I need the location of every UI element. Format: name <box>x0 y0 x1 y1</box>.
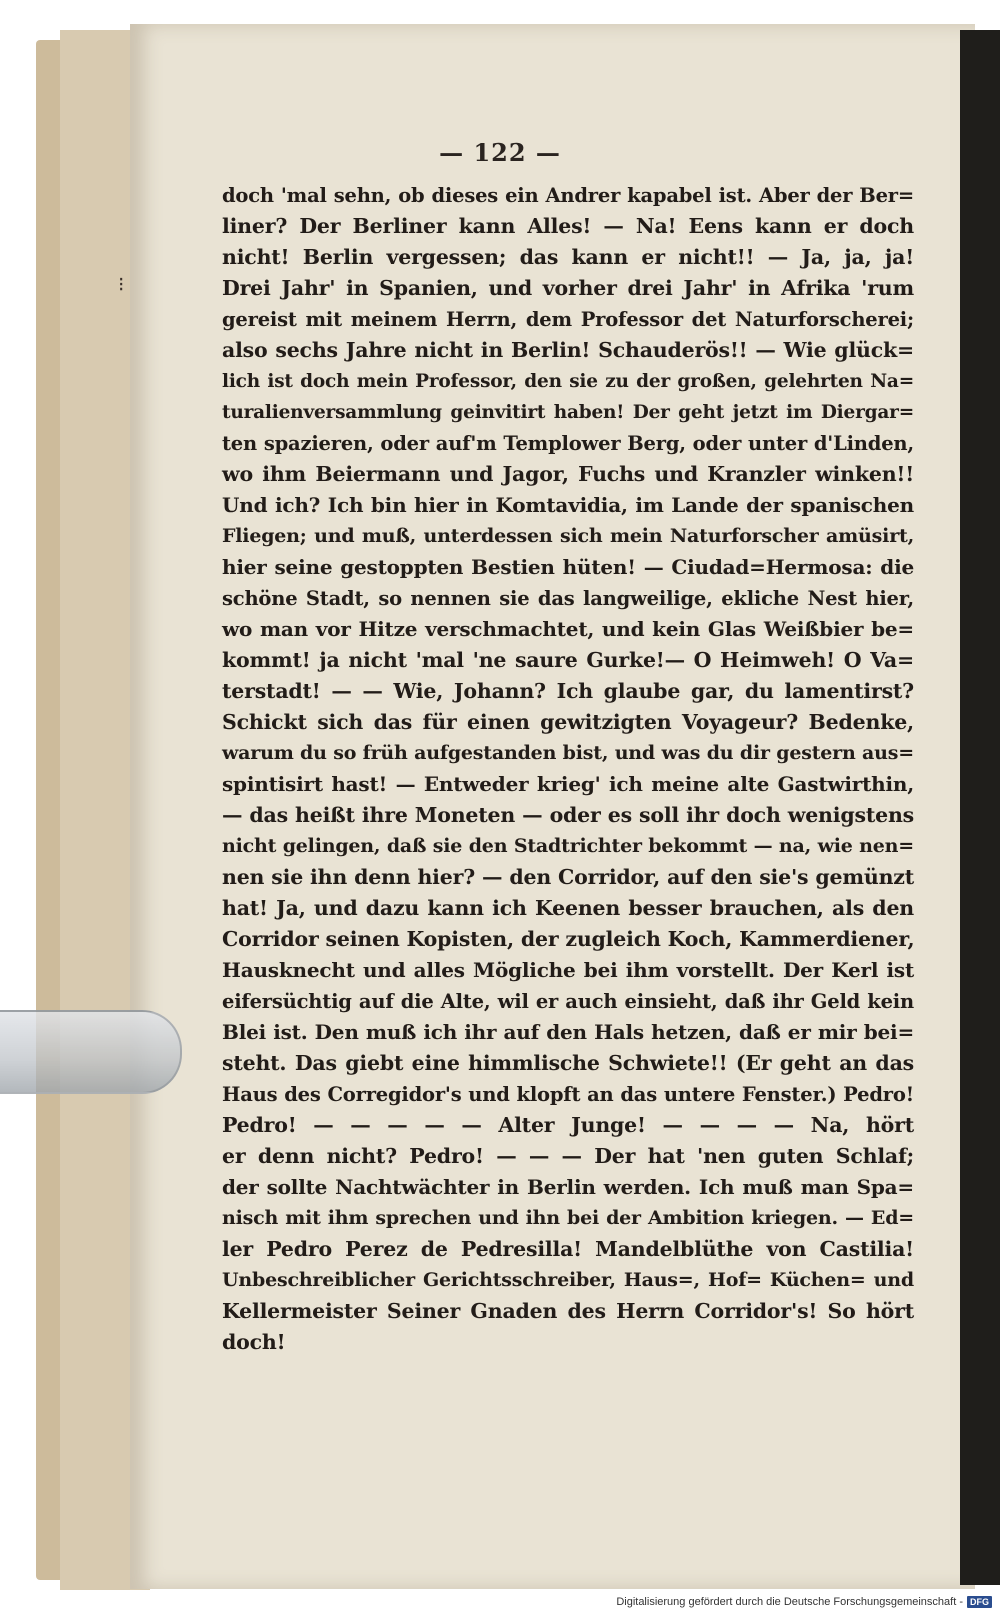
text-line: nicht! Berlin vergessen; das kann er nicht!! — Ja, ja, ja! <box>222 245 914 269</box>
text-line: ten spazieren, oder auf'm Templower Berg, oder unter d'Linden, <box>222 432 914 455</box>
text-line: Hausknecht und alles Mögliche bei ihm vorstellt. Der Kerl ist <box>222 958 914 982</box>
dfg-logo: DFG <box>967 1596 992 1608</box>
text-line: steht. Das giebt eine himmlische Schwiete!! (Er geht an das <box>222 1051 914 1075</box>
text-line: Corridor seinen Kopisten, der zugleich Koch, Kammerdiener, <box>222 927 915 951</box>
text-line: doch! <box>222 1330 286 1354</box>
text-line: also sechs Jahre nicht in Berlin! Schauderös!! — Wie glück= <box>222 338 914 362</box>
text-line: hier seine gestoppten Bestien hüten! — Ciudad=Hermosa: die <box>222 555 914 579</box>
page-number: — 122 — <box>439 138 561 167</box>
text-line: nisch mit ihm sprechen und ihn bei der Ambition kriegen. — Ed= <box>222 1207 914 1229</box>
text-line: Pedro! — — — — — Alter Junge! — — — — Na, hört <box>222 1113 914 1137</box>
text-line: Fliegen; und muß, unterdessen sich mein Naturforscher amüsirt, <box>222 525 914 547</box>
text-line: Drei Jahr' in Spanien, und vorher drei Jahr' in Afrika 'rum <box>222 276 914 300</box>
text-line: wo ihm Beiermann und Jagor, Fuchs und Kranzler winken!! <box>222 462 914 486</box>
text-line: — das heißt ihre Moneten — oder es soll ihr doch wenigstens <box>222 803 914 827</box>
text-line: hat! Ja, und dazu kann ich Keenen besser brauchen, als den <box>222 896 914 920</box>
text-line: Unbeschreiblicher Gerichtsschreiber, Haus=, Hof= Küchen= und <box>222 1269 914 1291</box>
text-line: terstadt! — — Wie, Johann? Ich glaube gar, du lamentirst? <box>222 679 914 703</box>
text-line: Und ich? Ich bin hier in Komtavidia, im Lande der spanischen <box>222 493 914 517</box>
text-line: liner? Der Berliner kann Alles! — Na! Eens kann er doch <box>222 214 914 238</box>
text-line: warum du so früh aufgestanden bist, und was du dir gestern aus= <box>222 742 914 764</box>
text-line: Blei ist. Den muß ich ihr auf den Hals hetzen, daß er mir bei= <box>222 1020 914 1044</box>
text-line: wo man vor Hitze verschmachtet, und kein Glas Weißbier be= <box>222 617 914 641</box>
text-line: nen sie ihn denn hier? — den Corridor, auf den sie's gemünzt <box>222 865 914 889</box>
text-line: lich ist doch mein Professor, den sie zu der großen, gelehrten Na= <box>222 371 914 392</box>
scan-background-right <box>960 30 1000 1585</box>
text-line: ler Pedro Perez de Pedresilla! Mandelblüthe von Castilia! <box>222 1237 914 1261</box>
text-line: schöne Stadt, so nennen sie das langweilige, ekliche Nest hier, <box>222 587 914 610</box>
margin-mark: ⁝ <box>118 272 125 296</box>
text-line: kommt! ja nicht 'mal 'ne saure Gurke!— O Heimweh! O Va= <box>222 648 914 672</box>
text-line: doch 'mal sehn, ob dieses ein Andrer kapabel ist. Aber der Ber= <box>222 184 914 207</box>
body-text <box>222 180 914 1358</box>
text-line: Schickt sich das für einen gewitzigten Voyageur? Bedenke, <box>222 710 914 734</box>
digitization-credit <box>616 1596 992 1608</box>
text-line: eifersüchtig auf die Alte, wil er auch einsieht, daß ihr Geld kein <box>222 990 914 1013</box>
text-line: spintisirt hast! — Entweder krieg' ich meine alte Gastwirthin, <box>222 772 914 796</box>
text-line: Kellermeister Seiner Gnaden des Herrn Corridor's! So hört <box>222 1299 914 1323</box>
credit-text: Digitalisierung gefördert durch die Deutsche Forschungsgemeinschaft - <box>616 1596 963 1608</box>
text-line: turalienversammlung geinvitirt haben! Der geht jetzt im Diergar= <box>222 402 914 423</box>
text-line: Haus des Corregidor's und klopft an das untere Fenster.) Pedro! <box>222 1083 914 1106</box>
text-line: gereist mit meinem Herrn, dem Professor det Naturforscherei; <box>222 308 914 331</box>
text-line: er denn nicht? Pedro! — — — Der hat 'nen guten Schlaf; <box>222 1144 914 1168</box>
page-clip <box>0 1010 182 1094</box>
text-line: nicht gelingen, daß sie den Stadtrichter bekommt — na, wie nen= <box>222 835 914 857</box>
text-line: der sollte Nachtwächter in Berlin werden. Ich muß man Spa= <box>222 1175 914 1199</box>
